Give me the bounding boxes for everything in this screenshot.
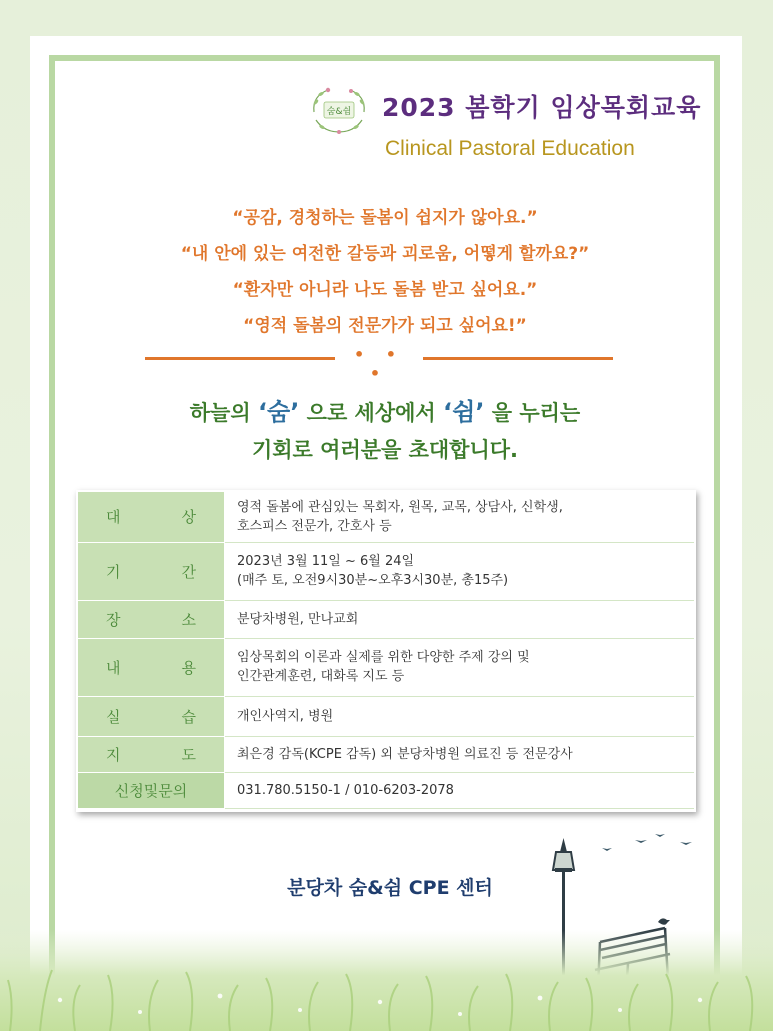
table-row [78, 696, 694, 736]
highlight-rest: ‘쉼’ [443, 398, 485, 426]
section-divider [145, 345, 613, 383]
row-value-place: 분당차병원, 만나교회 [225, 600, 695, 638]
divider-dots: • • • [353, 345, 405, 383]
bird-on-bench-icon [658, 918, 670, 924]
invitation-text-part: 을 누리는 [484, 401, 581, 425]
quote-item: “영적 돌봄의 전문가가 되고 싶어요!” [243, 315, 527, 336]
page-subtitle: Clinical Pastoral Education [385, 137, 635, 160]
table-row [78, 736, 694, 772]
quote-item: “내 안에 있는 여전한 갈등과 괴로움, 어떻게 할까요?” [180, 243, 590, 264]
table-row [78, 542, 694, 600]
row-value-practice: 개인사역지, 병원 [225, 696, 695, 736]
table-row [78, 492, 694, 542]
center-name: 분당차 숨&쉼 CPE 센터 [287, 877, 493, 899]
invitation-text-part: 하늘의 [189, 401, 258, 425]
wreath-logo-icon [304, 82, 374, 138]
invitation-line-1 [60, 392, 710, 430]
quote-item: “환자만 아니라 나도 돌봄 받고 싶어요.” [232, 279, 538, 300]
table-row [78, 772, 694, 808]
row-value-period: 2023년 3월 11일 ~ 6월 24일 (매주 토, 오전9시30분~오후3시30분, 총15주) [225, 542, 695, 600]
page-title: 2023 봄학기 임상목회교육 [382, 93, 702, 122]
row-label-supervision: 지 도 [78, 736, 225, 772]
row-value-supervision: 최은경 감독(KCPE 감독) 외 분당차병원 의료진 등 전문강사 [225, 736, 695, 772]
table-row [78, 638, 694, 696]
row-label-period: 기 간 [78, 542, 225, 600]
divider-line-right [423, 357, 613, 360]
quote-list [60, 200, 710, 344]
highlight-breath: ‘숨’ [257, 398, 300, 426]
row-label-practice: 실 습 [78, 696, 225, 736]
invitation-text-part: 으로 세상에서 [299, 401, 444, 425]
quote-item: “공감, 경청하는 돌봄이 쉽지가 않아요.” [232, 207, 538, 228]
invitation-text [60, 392, 710, 472]
info-table [78, 492, 694, 809]
row-value-target: 영적 돌봄에 관심있는 목회자, 원목, 교목, 상담사, 신학생, 호스피스 전문가, 간호사 등 [225, 492, 695, 542]
row-value-content: 임상목회의 이론과 실제를 위한 다양한 주제 강의 및 인간관계훈련, 대화록 지도 등 [225, 638, 695, 696]
grass-border [0, 930, 773, 1031]
row-label-contact: 신청및문의 [78, 772, 225, 808]
row-label-target: 대 상 [78, 492, 225, 542]
row-label-place: 장 소 [78, 600, 225, 638]
table-row [78, 600, 694, 638]
row-value-contact: 031.780.5150-1 / 010-6203-2078 [225, 772, 695, 808]
divider-line-left [145, 357, 335, 360]
svg-text:숨&쉼: 숨&쉼 [326, 107, 352, 117]
birds-icon [602, 834, 692, 851]
invitation-line-2: 기회로 여러분을 초대합니다. [251, 438, 519, 462]
row-label-content: 내 용 [78, 638, 225, 696]
